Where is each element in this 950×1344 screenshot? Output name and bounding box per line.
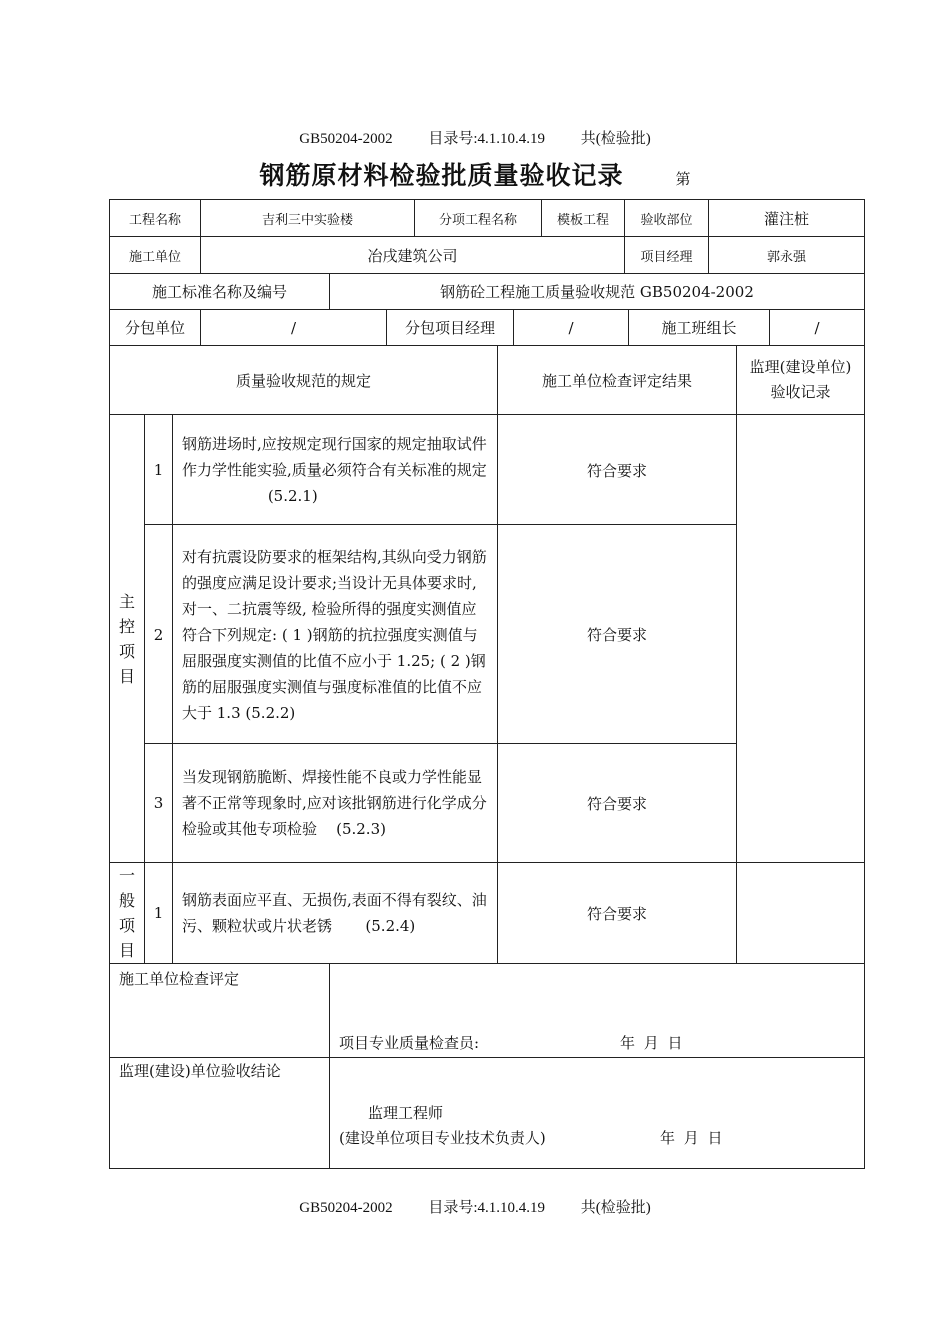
project-name-label: 工程名称 bbox=[110, 200, 201, 236]
header-total: 共(检验批) bbox=[580, 131, 651, 147]
contractor-eval-label: 施工单位检查评定 bbox=[110, 964, 330, 1057]
title-page: 第 bbox=[675, 170, 691, 188]
main-item-no: 3 bbox=[145, 744, 173, 862]
general-item-text: 钢筋表面应平直、无损伤,表面不得有裂纹、油污、颗粒状或片状老锈 (5.2.4) bbox=[173, 863, 498, 963]
supervisor-engineer: 监理工程师 bbox=[368, 1104, 444, 1122]
header-catalog: 目录号:4.1.10.4.19 bbox=[428, 131, 545, 147]
main-item-text: 对有抗震设防要求的框架结构,其纵向受力钢筋的强度应满足设计要求;当设计无具体要求时, 对一、二抗震等级, 检验所得的强度实测值应符合下列规定: ( 1 )钢筋的抗拉强度实测值与屈服强度实测值的比值不应小于 1.25; ( 2 )钢筋的屈服强度实测值与强度标准值的比值不应大于 1.3 (5.2.2) bbox=[173, 525, 498, 744]
main-items-group-label: 主 控 项 目 bbox=[110, 415, 145, 862]
col-supervisor-line2: 验收记录 bbox=[770, 383, 831, 401]
page-header bbox=[0, 127, 950, 148]
acceptance-part-label: 验收部位 bbox=[625, 200, 709, 236]
standard-value: 钢筋砼工程施工质量验收规范 GB50204-2002 bbox=[440, 283, 754, 301]
sub-project: 模板工程 bbox=[542, 200, 625, 236]
main-item-result: 符合要求 bbox=[498, 744, 737, 862]
col-result-header: 施工单位检查评定结果 bbox=[498, 346, 737, 414]
main-item-result: 符合要求 bbox=[498, 525, 737, 744]
row-divider bbox=[145, 524, 737, 525]
contractor-eval-content bbox=[330, 964, 864, 1057]
row-contractor-eval bbox=[109, 964, 865, 1058]
footer-catalog: 目录号:4.1.10.4.19 bbox=[428, 1200, 545, 1216]
header-standard: GB50204-2002 bbox=[299, 131, 393, 147]
acceptance-part: 灌注桩 bbox=[763, 209, 809, 228]
team-leader: / bbox=[814, 318, 820, 337]
row-supervisor-conclusion bbox=[109, 1058, 865, 1169]
spec-ref: (5.2.4) bbox=[365, 917, 416, 935]
main-item-text: 钢筋进场时,应按规定现行国家的规定抽取试件作力学性能实验,质量必须符合有关标准的规定 (5.2.1) bbox=[173, 415, 498, 525]
spec-ref: (5.2.1) bbox=[267, 487, 318, 505]
col-supervisor-header bbox=[737, 346, 864, 414]
document-title bbox=[0, 156, 950, 192]
sub-manager-label: 分包项目经理 bbox=[387, 310, 514, 345]
row-divider bbox=[145, 743, 737, 744]
col-spec-header: 质量验收规范的规定 bbox=[110, 346, 498, 414]
contractor: 冶戌建筑公司 bbox=[201, 237, 625, 273]
main-item-no: 1 bbox=[145, 415, 173, 525]
spec-ref: (5.2.2) bbox=[245, 703, 296, 722]
title-main: 钢筋原材料检验批质量验收记录 bbox=[259, 161, 624, 190]
page-footer bbox=[0, 1196, 950, 1217]
sub-manager: / bbox=[514, 310, 629, 345]
row-standard bbox=[109, 274, 865, 310]
main-items-section bbox=[109, 415, 865, 863]
general-item-result: 符合要求 bbox=[498, 863, 737, 963]
contractor-eval-date: 年 月 日 bbox=[620, 1034, 683, 1052]
main-item-result: 符合要求 bbox=[498, 415, 737, 525]
general-items-supervisor-record bbox=[737, 863, 864, 963]
team-leader-label: 施工班组长 bbox=[629, 310, 770, 345]
main-item-no: 2 bbox=[145, 525, 173, 744]
contractor-label: 施工单位 bbox=[110, 237, 201, 273]
supervisor-conclusion-content bbox=[330, 1058, 864, 1168]
main-item-text: 当发现钢筋脆断、焊接性能不良或力学性能显著不正常等现象时,应对该批钢筋进行化学成分检验或其他专项检验 (5.2.3) bbox=[173, 744, 498, 862]
manager-label: 项目经理 bbox=[625, 237, 709, 273]
row-column-headers bbox=[109, 346, 865, 415]
supervisor-conclusion-label: 监理(建设)单位验收结论 bbox=[110, 1058, 330, 1168]
owner-representative: (建设单位项目专业技术负责人) bbox=[339, 1129, 546, 1147]
inspector-label: 项目专业质量检查员: bbox=[339, 1034, 480, 1052]
subcontractor-label: 分包单位 bbox=[110, 310, 201, 345]
supervisor-date: 年 月 日 bbox=[660, 1129, 723, 1147]
row-contractor bbox=[109, 237, 865, 274]
general-items-section bbox=[109, 863, 865, 964]
manager: 郭永强 bbox=[766, 249, 806, 265]
row-subcontractor bbox=[109, 310, 865, 346]
col-supervisor-line1: 监理(建设单位) bbox=[749, 358, 852, 376]
sub-project-label: 分项工程名称 bbox=[415, 200, 542, 236]
project-name: 吉利三中实验楼 bbox=[201, 200, 415, 236]
footer-total: 共(检验批) bbox=[580, 1200, 651, 1216]
main-items-supervisor-record bbox=[737, 415, 864, 862]
standard-label: 施工标准名称及编号 bbox=[110, 274, 330, 309]
footer-standard: GB50204-2002 bbox=[299, 1200, 393, 1216]
general-items-group-label: 一 般 项 目 bbox=[110, 863, 145, 963]
general-item-no: 1 bbox=[145, 863, 173, 963]
spec-ref: (5.2.3) bbox=[336, 820, 386, 838]
row-project bbox=[109, 199, 865, 237]
subcontractor: / bbox=[201, 310, 387, 345]
